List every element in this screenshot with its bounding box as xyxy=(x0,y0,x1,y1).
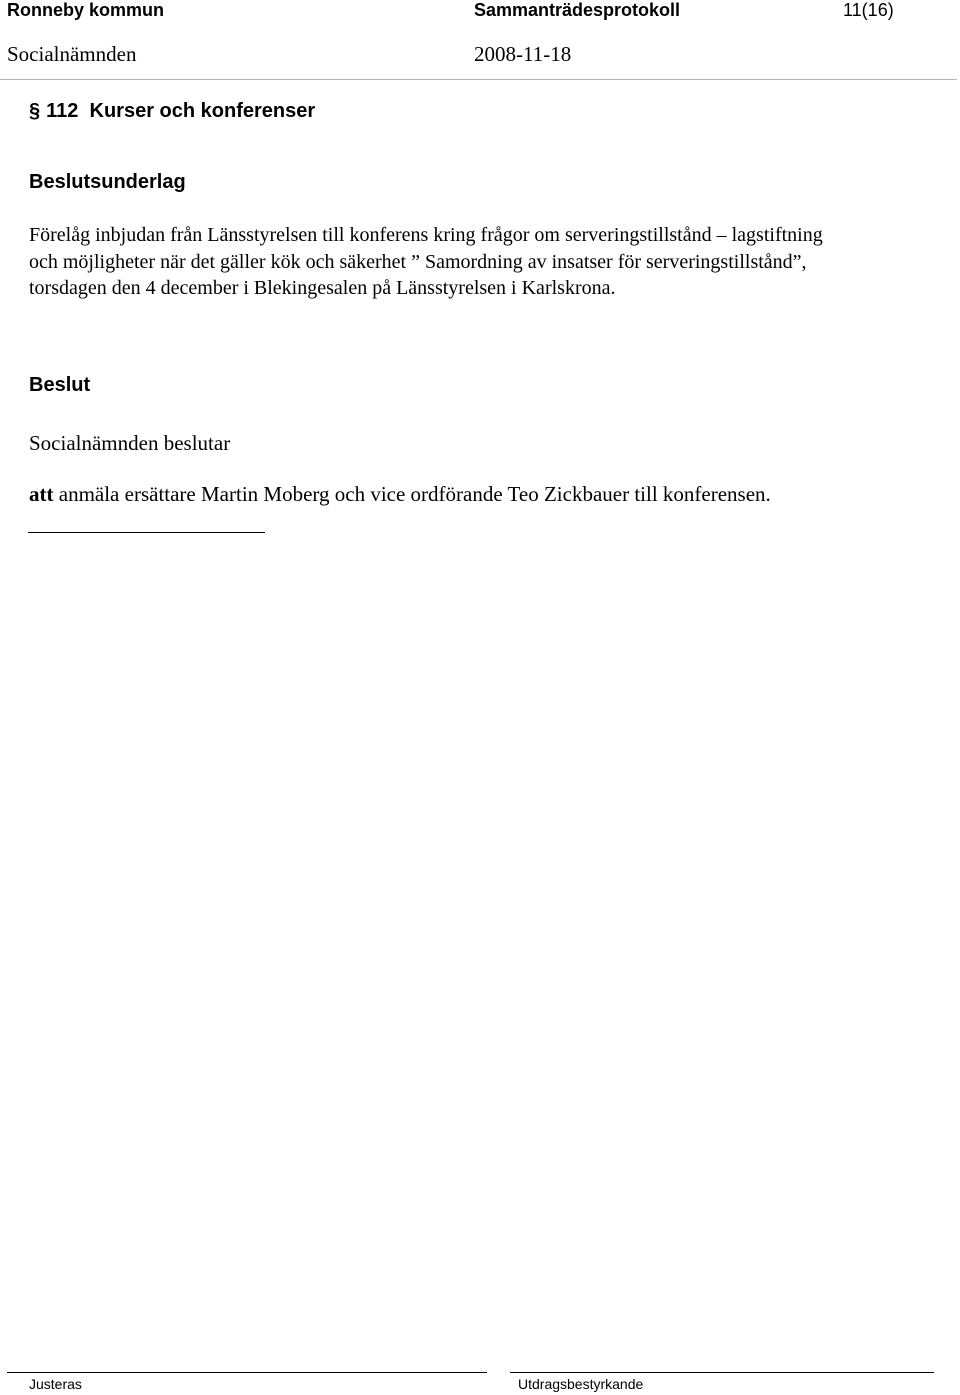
paragraph-symbol: § xyxy=(29,100,41,122)
justeras-label: Justeras xyxy=(29,1376,82,1392)
section-number: 112 xyxy=(46,100,79,122)
decision-basis-line: och möjligheter när det gäller kök och säkerhet ” Samordning av insatser för serveringstillstånd”, xyxy=(29,250,807,273)
committee-name: Socialnämnden xyxy=(7,42,137,66)
decision-text xyxy=(29,482,771,507)
att-keyword: att xyxy=(29,482,54,506)
decision-heading: Beslut xyxy=(29,374,91,396)
decision-basis-text xyxy=(29,222,934,302)
footer-rule-left xyxy=(7,1372,487,1373)
footer-rule-right xyxy=(510,1372,934,1373)
section-title: Kurser och konferenser xyxy=(89,100,316,122)
decision-basis-line: torsdagen den 4 december i Blekingesalen på Länsstyrelsen i Karlskrona. xyxy=(29,277,616,299)
decides-statement: Socialnämnden beslutar xyxy=(29,431,231,455)
page-subheader xyxy=(0,42,960,70)
header-divider xyxy=(0,79,957,80)
decision-body: anmäla ersättare Martin Moberg och vice ordförande Teo Zickbauer till konferensen. xyxy=(58,482,771,506)
page-number: 11(16) xyxy=(843,0,894,20)
meeting-date: 2008-11-18 xyxy=(474,42,572,66)
document-type: Sammanträdesprotokoll xyxy=(474,0,681,20)
utdragsbestyrkande-label: Utdragsbestyrkande xyxy=(518,1376,644,1392)
section-end-rule xyxy=(28,532,265,533)
decision-basis-line: Förelåg inbjudan från Länsstyrelsen till konferens kring frågor om serveringstillstånd – lagstiftning xyxy=(29,224,823,246)
decision-basis-heading: Beslutsunderlag xyxy=(29,171,186,193)
municipality-name: Ronneby kommun xyxy=(7,0,165,20)
page-header xyxy=(0,0,960,24)
section-heading xyxy=(29,100,315,123)
